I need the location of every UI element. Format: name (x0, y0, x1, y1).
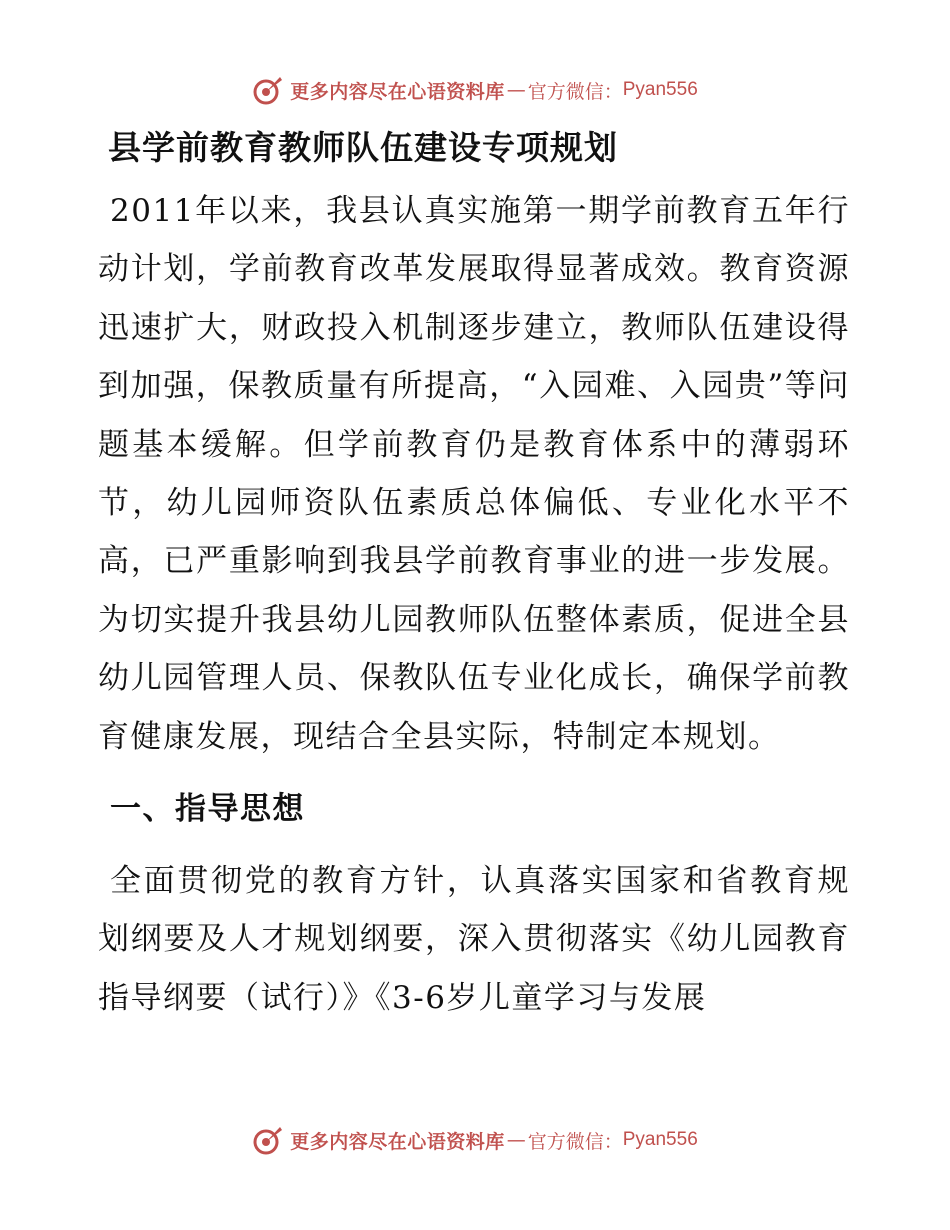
document-title: 县学前教育教师队伍建设专项规划 (108, 128, 618, 167)
banner-wechat-id: Pyan556 (622, 79, 698, 100)
quill-logo-icon (252, 74, 284, 106)
section-heading-guiding-ideology: 一、指导思想 (110, 791, 305, 828)
footer-watermark-banner (0, 1120, 950, 1160)
quill-logo-icon (252, 1124, 284, 1156)
intro-paragraph: 2011年以来，我县认真实施第一期学前教育五年行动计划，学前教育改革发展取得显著成效。教育资源迅速扩大，财政投入机制逐步建立，教师队伍建设得到加强，保教质量有所提高，“入园难、入园贵”等问题基本缓解。但学前教育仍是教育体系中的薄弱环节，幼儿园师资队伍素质总体偏低、专业化水平不高，已严重影响到我县学前教育事业的进一步发展。为切实提升我县幼儿园教师队伍整体素质，促进全县幼儿园管理人员、保教队伍专业化成长，确保学前教育健康发展，现结合全县实际，特制定本规划。 (98, 193, 850, 755)
banner-official-label: 官方微信： (527, 1130, 623, 1153)
banner-dash: — (506, 1129, 526, 1151)
header-watermark-banner (0, 70, 950, 110)
banner-official-label: 官方微信： (527, 80, 623, 103)
banner-wechat-id: Pyan556 (622, 1129, 698, 1150)
banner-dash: — (506, 79, 526, 101)
banner-text: 更多内容尽在心语资料库 (290, 80, 505, 103)
document-body (98, 118, 850, 1027)
guiding-ideology-paragraph: 全面贯彻党的教育方针，认真落实国家和省教育规划纲要及人才规划纲要，深入贯彻落实《幼儿园教育指导纲要（试行）》《3-6岁儿童学习与发展 (98, 863, 850, 1016)
banner-text: 更多内容尽在心语资料库 (290, 1130, 505, 1153)
